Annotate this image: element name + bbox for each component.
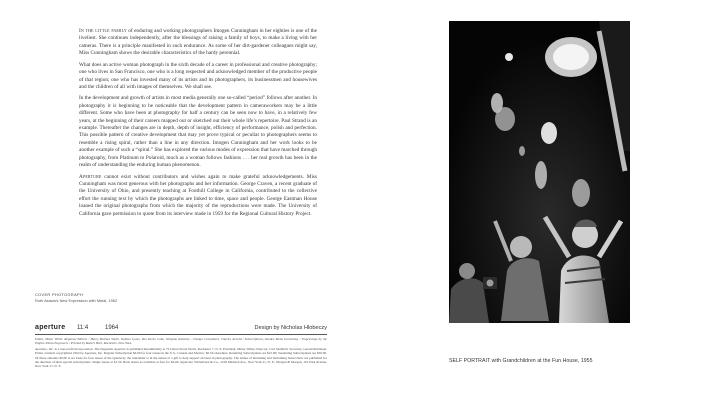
essay-paragraph <box>79 95 317 169</box>
essay-paragraph <box>79 28 317 58</box>
self-portrait-photo <box>449 21 630 323</box>
colophon <box>35 337 327 370</box>
essay-paragraph-body: In the development and growth of artists in most media generally one so-called “period” follows after another. In photography it is beginning to be noticeable that the development pattern in cameraworkers may be a little different. Some who have been at photography for half a century can be seen now to have, in a relatively few years, at the beginning of their careers mapped out or sketched out their whole life’s repertoire. Paul Strand is an example. Thereafter the changes are in depth, depth of insight, efficiency of performance, polish and perfection. This possible pattern of creative development that may yet prove typical or peculiar to photographers seems to resemble a rising spiral, rather than a line in any direction. Imogen Cunningham and her work looks to be another example of such a “spiral.” She has explored the various modes of expression that have marched through photography, from Platinum to Polaroid, much as a woman follows fashions . . . her real growth has been in the realm of understanding the enduring human phenomenon. <box>79 95 317 169</box>
masthead-year: 1964 <box>105 324 119 331</box>
masthead-design-credit: Design by Nicholas Hlobeczy <box>254 324 327 331</box>
photo-illustration <box>449 21 630 323</box>
masthead-issue: 11:4 <box>77 324 89 331</box>
photo-caption: SELF PORTRAIT with Grandchildren at the Fun House, 1955 <box>449 358 593 364</box>
masthead-title: aperture <box>35 324 66 331</box>
cover-caption: Ruth Asawa’s New Expression with Metal, 1962 <box>35 298 118 303</box>
essay-paragraph-body: What does an active woman photograph in the sixth decade of a career in professional and creative photography; one who lives in San Francisco, one who is a long respected and acknowledged member of the productive people of that region; one who has invested many of its artists and its photographers, its businessmen and housewives and the children of all with images of themselves. We shall see. <box>79 61 317 90</box>
cover-credit <box>35 292 235 304</box>
colophon-editors: Editor, Minor White. Regional Editors / Henry Holmes Smith, Nathan Lyons, Van Deren Coke, Simpson Kalisher. / Design Consultant, Charles Arnold / Subscriptions, Sandra Meek Greenberg. / Engravings by the Empire Photo Engravers / Printed by Robert Hart, Rochester, New York. <box>35 337 327 346</box>
masthead-divider <box>35 334 327 335</box>
colophon-body: Aperture, Inc. is a non-profit incorporation. The magazine Aperture is published intermittently at 72 Union Street North, Rochester 7, N. Y. President, Minor White; Director, Carl Siembab; Secretary, Gerald Robinson. Entire contents copyrighted 1964 by Aperture, Inc. Regular Subscription $6.00 for four issues in the U.S., Canada and Mexico; $6.50 elsewhere. Retaining Subscriptions are $15.00; Sustaining Subscriptions are $50.00. Of these amounts $9.00 is set aside for four issues of the Quarterly; the remainder is in the nature of a gift to help support an ideal in photography. The names of Retaining and Sustaining Subscribers are published for the duration of their special subscriptions. Single issues at $1.50. Back issues as available at four for $6.00. Agencies: Wittenborn & Co., 1018 Madison Ave., New York 21, N. Y., Morgan & Morgan, 101 Park Avenue, New York 17, N. Y. <box>35 347 327 368</box>
essay-paragraph <box>79 62 317 92</box>
cover-label: COVER PHOTOGRAPH <box>35 292 84 297</box>
essay-paragraph-body: of enduring and working photographers Imogen Cunningham in her eighties is one of the liveliest. She continues independently, after the blessings of raising a family of boys, to make a living with her cameras. There is a principle manifested in such endurance. As some of her dirt-gardener colleagues might say, Miss Cunningham shows the desirable characteristics of the hardy perennial. <box>79 28 317 57</box>
essay-paragraph-body: cannot exist without contributors and wishes again to make grateful acknowledgements. Miss Cunningham was most generous with her photographs and her information. George Craven, a recent graduate of the University of Ohio, and presently teaching at Foothill College in California, contributed to the collective effort the running text by which the photographs are linked to time, space and people. George Eastman House loaned the original photographs from which the majority of the reproductions were made. The University of California gave permission to quote from its interview made in 1959 for the Regional Cultural History Project. <box>79 173 317 217</box>
essay-paragraph <box>79 174 317 218</box>
essay-text <box>79 28 317 222</box>
essay-paragraph-lead: In the little family <box>79 28 127 34</box>
essay-paragraph-lead: Aperture <box>79 173 102 180</box>
masthead <box>35 324 327 334</box>
